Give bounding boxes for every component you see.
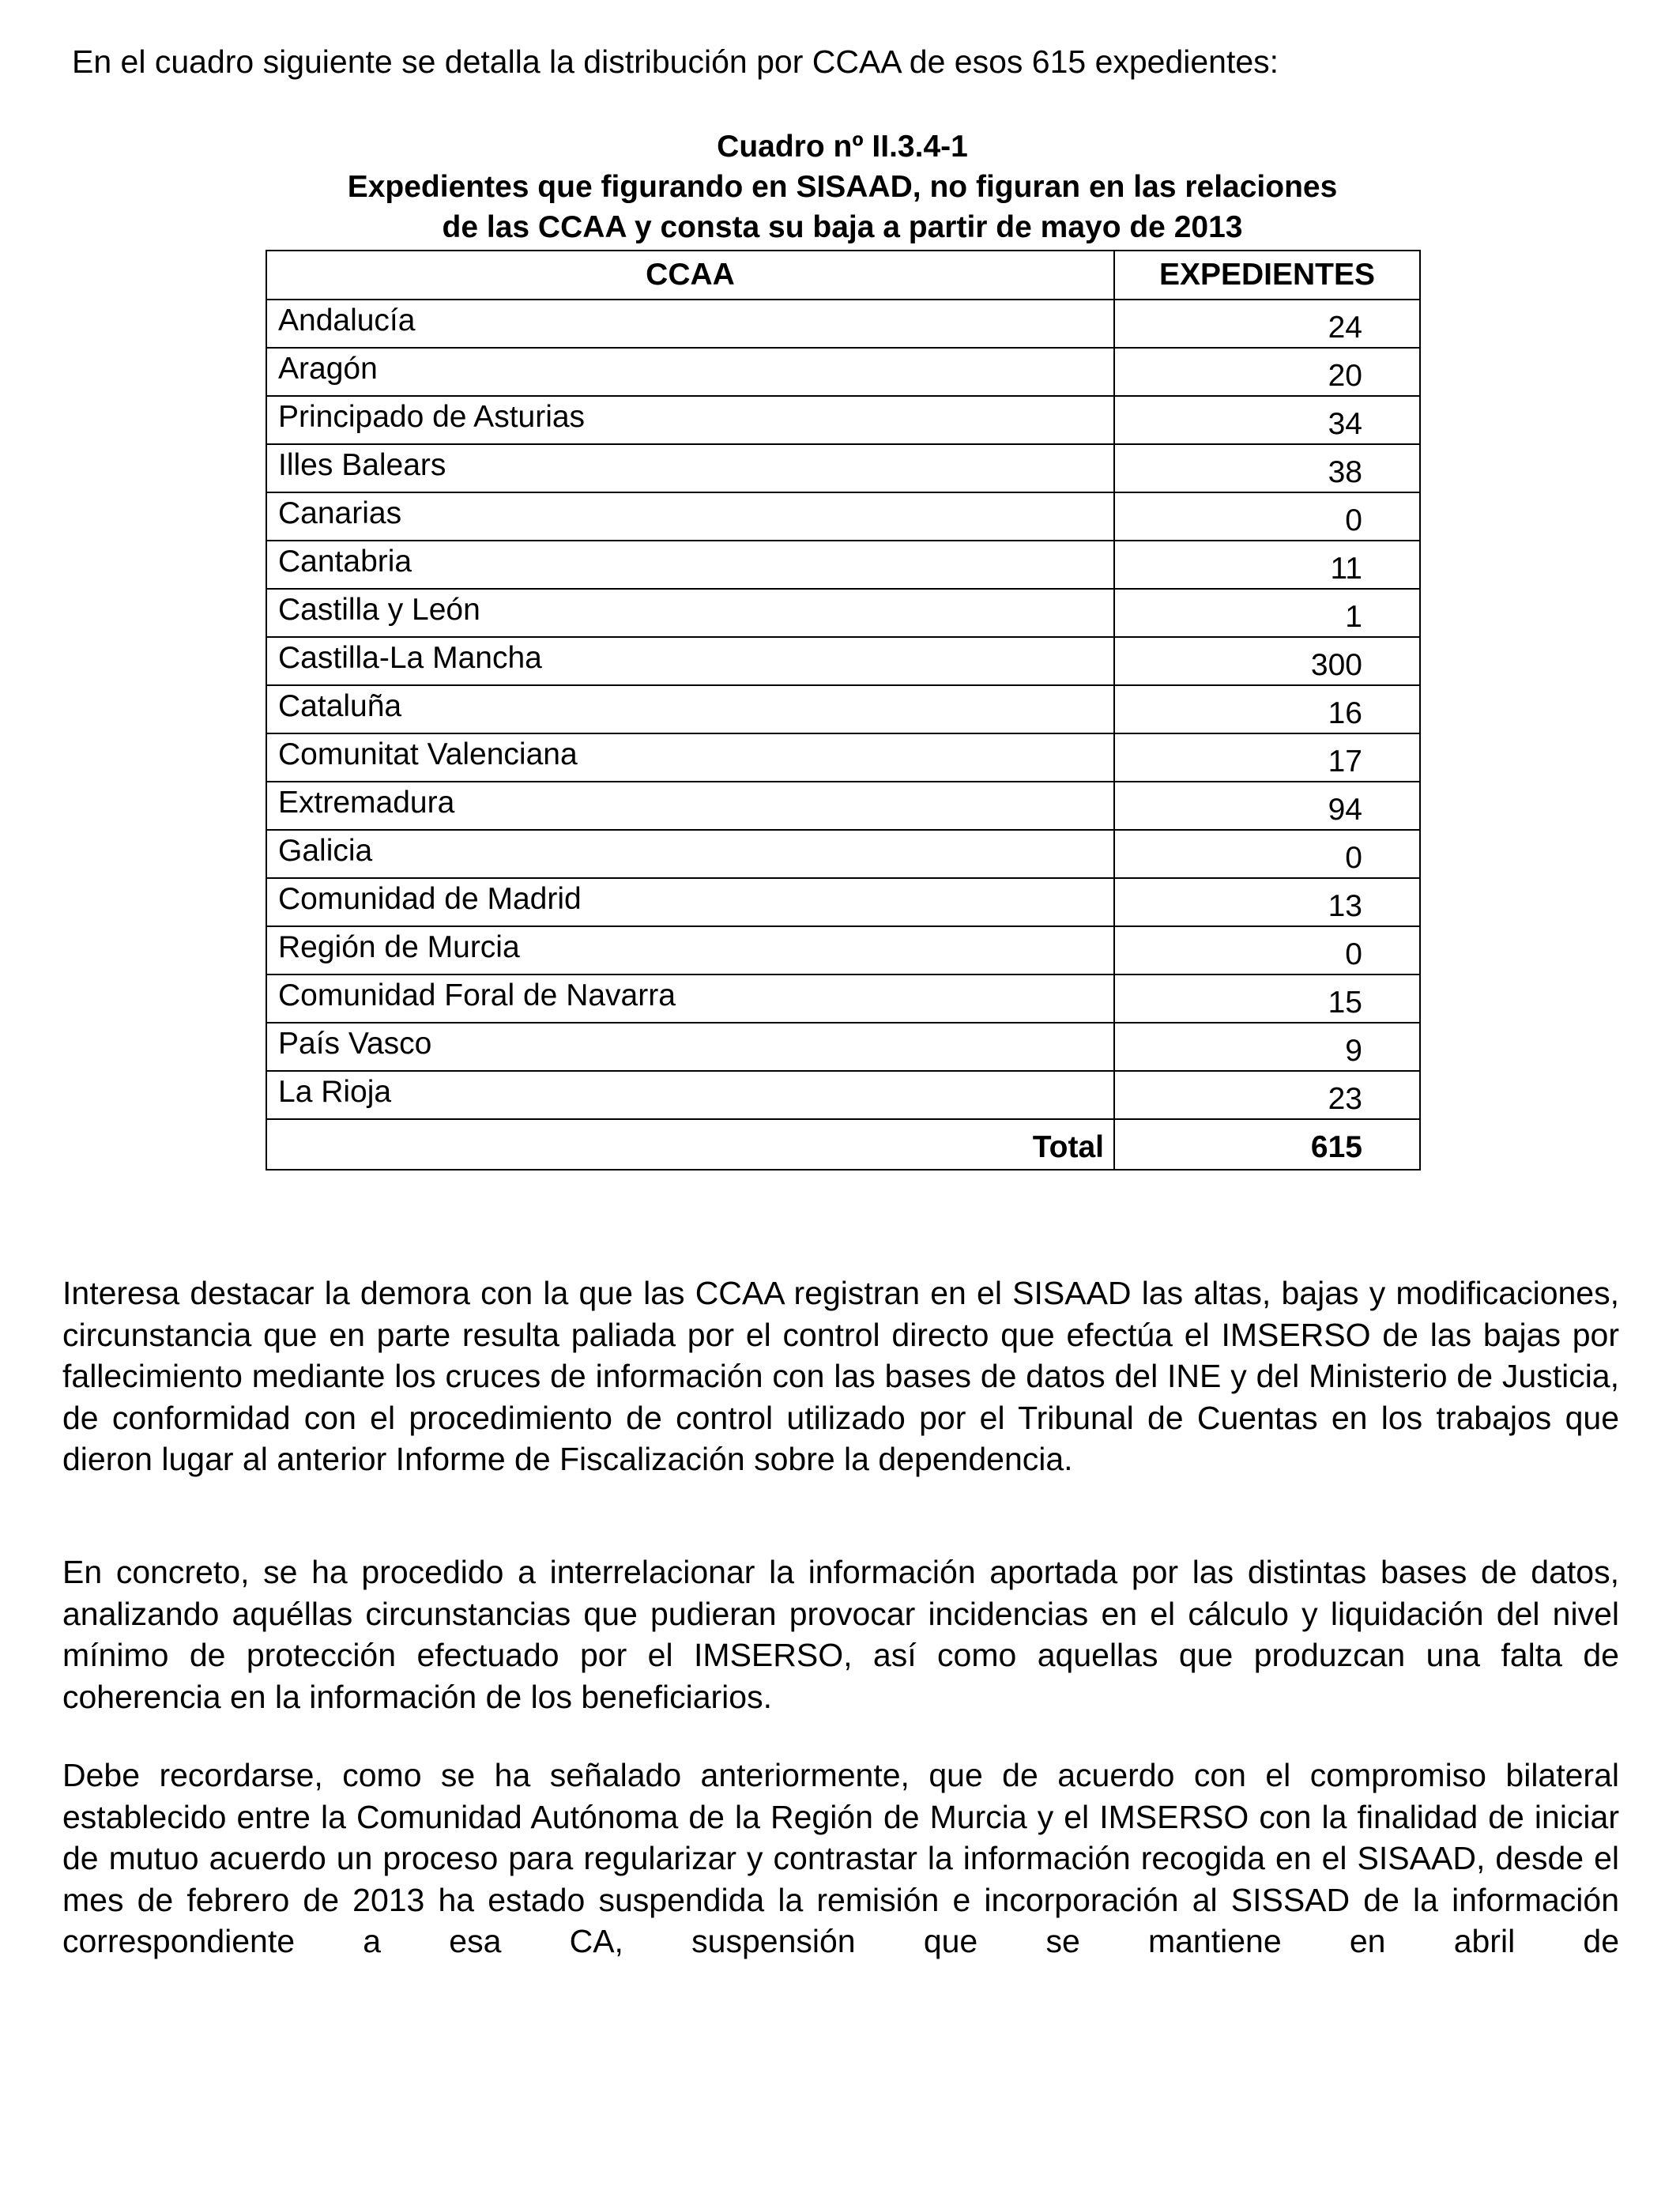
total-label: Total [266, 1119, 1114, 1170]
table-row [266, 1023, 1420, 1071]
total-value: 615 [1114, 1119, 1420, 1170]
caption-code: Cuadro nº II.3.4-1 [717, 130, 968, 164]
row-ccaa-name: Canarias [266, 492, 1114, 541]
table-row [266, 878, 1420, 926]
table-row [266, 300, 1420, 348]
table-row [266, 733, 1420, 782]
row-expedientes-value: 0 [1114, 830, 1420, 878]
row-expedientes-value: 20 [1114, 348, 1420, 396]
row-ccaa-name: País Vasco [266, 1023, 1114, 1071]
table-row [266, 396, 1420, 444]
row-ccaa-name: Comunidad de Madrid [266, 878, 1114, 926]
table-row [266, 782, 1420, 830]
caption-title-line-2: de las CCAA y consta su baja a partir de mayo de 2013 [442, 210, 1243, 244]
row-expedientes-value: 24 [1114, 300, 1420, 348]
row-ccaa-name: Extremadura [266, 782, 1114, 830]
row-expedientes-value: 23 [1114, 1071, 1420, 1119]
row-expedientes-value: 1 [1114, 589, 1420, 637]
row-ccaa-name: Cataluña [266, 685, 1114, 733]
row-expedientes-value: 34 [1114, 396, 1420, 444]
row-expedientes-value: 300 [1114, 637, 1420, 685]
table-row [266, 444, 1420, 492]
row-ccaa-name: Illes Balears [266, 444, 1114, 492]
table-row [266, 348, 1420, 396]
row-expedientes-value: 11 [1114, 541, 1420, 589]
row-ccaa-name: Galicia [266, 830, 1114, 878]
paragraph-debe-recordarse: Debe recordarse, como se ha señalado anteriormente, que de acuerdo con el compromiso bilateral establecido entre la Comunidad Autónoma de la Región de Murcia y el IMSERSO con la finalidad de iniciar de mutuo acuerdo un proceso para regularizar y contrastar la información recogida en el SISAAD, desde el mes de febrero de 2013 ha estado suspendida la remisión e incorporación al SISSAD de la información correspondiente a esa CA, suspensión que se mantiene en abril de [62, 1757, 1619, 1959]
row-ccaa-name: Castilla-La Mancha [266, 637, 1114, 685]
table-caption-title [266, 167, 1419, 247]
row-expedientes-value: 38 [1114, 444, 1420, 492]
table-row [266, 1071, 1420, 1119]
table-row [266, 830, 1420, 878]
paragraph-en-concreto: En concreto, se ha procedido a interrelacionar la información aportada por las distintas bases de datos, analizando aquéllas circunstancias que pudieran provocar incidencias en el cálculo y liquidación del nivel mínimo de protección efectuado por el IMSERSO, así como aquellas que produzcan una falta de coherencia en la información de los beneficiarios. [62, 1554, 1619, 1715]
row-expedientes-value: 15 [1114, 974, 1420, 1023]
table-total-row [266, 1119, 1420, 1170]
row-ccaa-name: Cantabria [266, 541, 1114, 589]
expedientes-table [266, 250, 1421, 1171]
table-row [266, 541, 1420, 589]
row-ccaa-name: Región de Murcia [266, 926, 1114, 974]
row-expedientes-value: 17 [1114, 733, 1420, 782]
table-body [266, 300, 1420, 1170]
table-row [266, 637, 1420, 685]
row-ccaa-name: Comunidad Foral de Navarra [266, 974, 1114, 1023]
table-row [266, 492, 1420, 541]
table-row [266, 974, 1420, 1023]
row-expedientes-value: 94 [1114, 782, 1420, 830]
row-ccaa-name: Castilla y León [266, 589, 1114, 637]
intro-sentence: En el cuadro siguiente se detalla la distribución por CCAA de esos 615 expedientes: [72, 43, 1279, 80]
caption-title-line-1: Expedientes que figurando en SISAAD, no figuran en las relaciones [347, 170, 1338, 204]
row-expedientes-value: 0 [1114, 492, 1420, 541]
table-row [266, 926, 1420, 974]
paragraph-demora: Interesa destacar la demora con la que las CCAA registran en el SISAAD las altas, bajas y modificaciones, circunstancia que en parte resulta paliada por el control directo que efectúa el IMSERSO de las bajas por fallecimiento mediante los cruces de información con las bases de datos del INE y del Ministerio de Justicia, de conformidad con el procedimiento de control utilizado por el Tribunal de Cuentas en los trabajos que dieron lugar al anterior Informe de Fiscalización sobre la dependencia. [62, 1275, 1619, 1477]
header-ccaa: CCAA [266, 251, 1114, 300]
row-expedientes-value: 13 [1114, 878, 1420, 926]
row-expedientes-value: 0 [1114, 926, 1420, 974]
row-ccaa-name: La Rioja [266, 1071, 1114, 1119]
row-ccaa-name: Comunitat Valenciana [266, 733, 1114, 782]
table-caption-code [266, 126, 1419, 167]
row-ccaa-name: Principado de Asturias [266, 396, 1114, 444]
row-expedientes-value: 16 [1114, 685, 1420, 733]
row-ccaa-name: Aragón [266, 348, 1114, 396]
table-header-row [266, 251, 1420, 300]
header-expedientes: EXPEDIENTES [1114, 251, 1420, 300]
row-expedientes-value: 9 [1114, 1023, 1420, 1071]
table-row [266, 685, 1420, 733]
table-row [266, 589, 1420, 637]
row-ccaa-name: Andalucía [266, 300, 1114, 348]
